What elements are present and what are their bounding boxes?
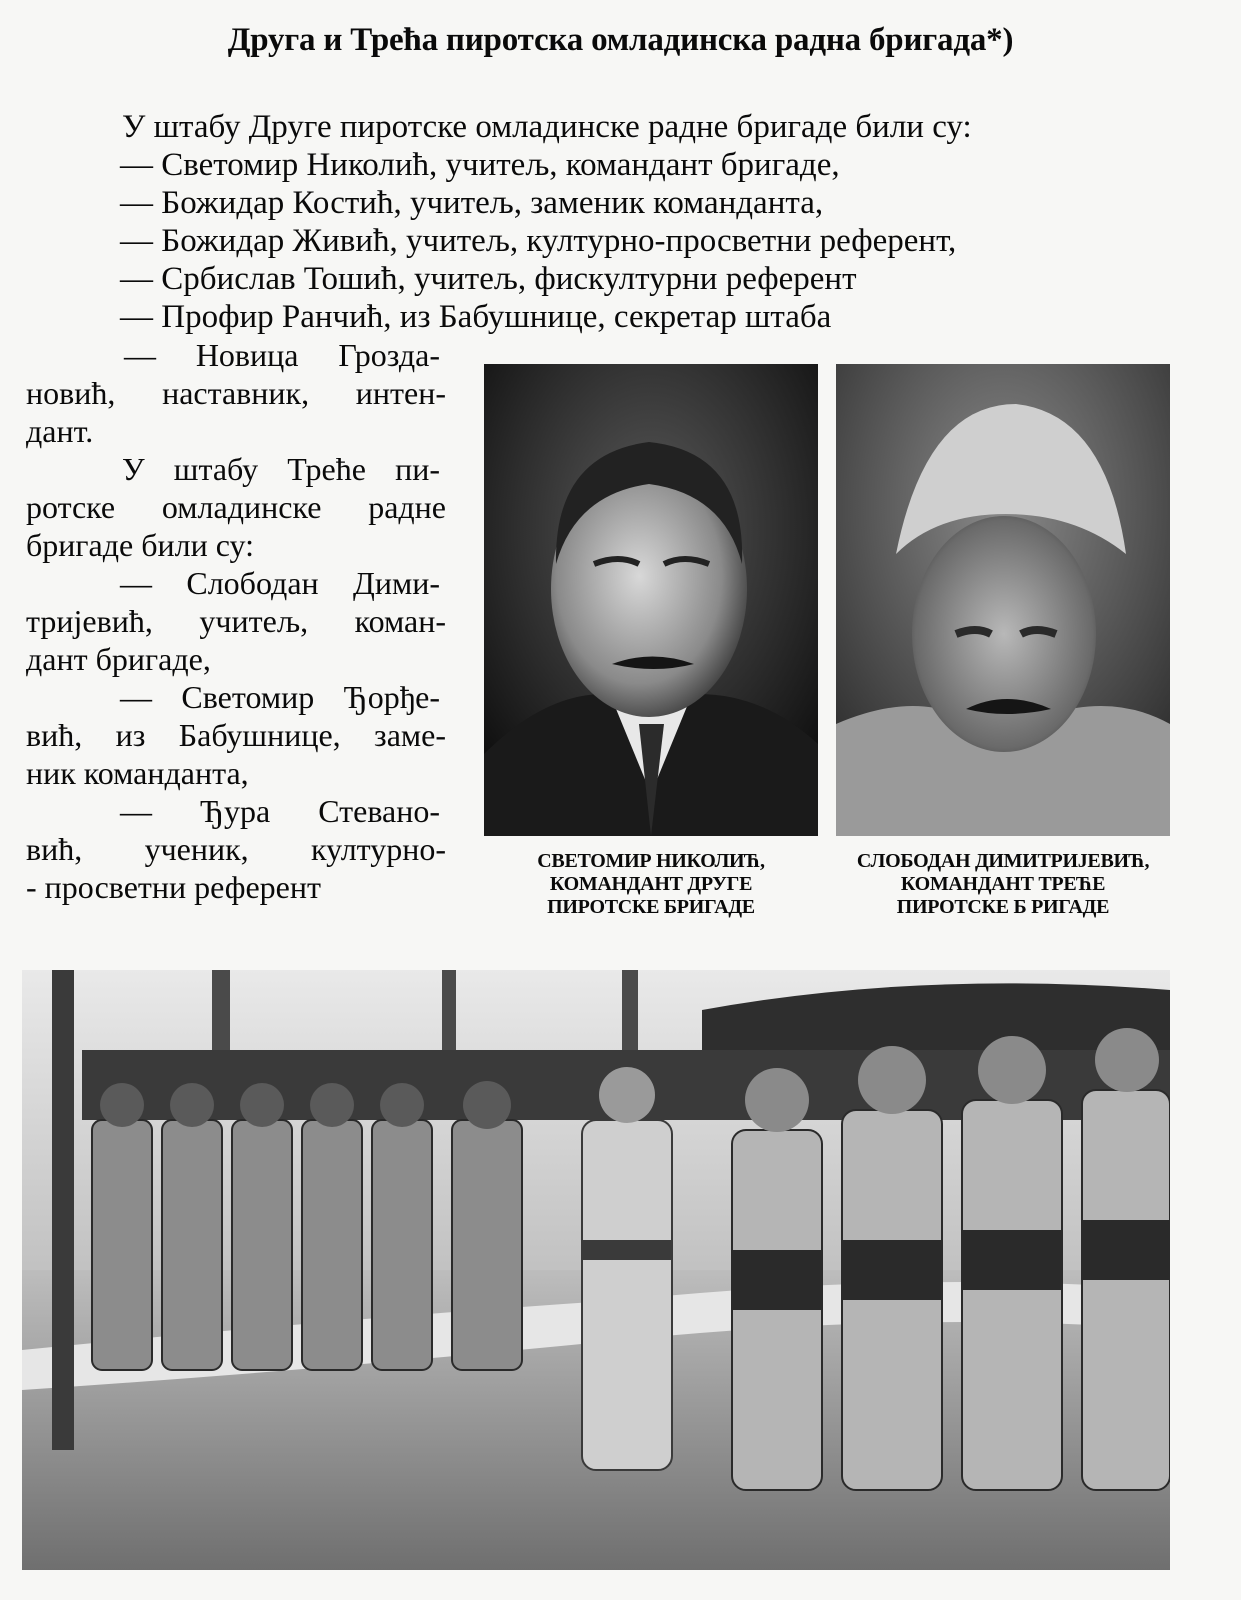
column-line: — Светомир Ђорђе-: [120, 679, 440, 715]
column-line: новић, наставник, интен-: [26, 375, 446, 411]
caption-line: СЛОБОДАН ДИМИТРИЈЕВИЋ,: [856, 850, 1150, 872]
column-line: ник команданта,: [26, 755, 249, 791]
staff-heading: У штабу Друге пиротске омладинске радне бригаде били су:: [122, 109, 972, 145]
caption-line: ПИРОТСКЕ Б РИГАДЕ: [896, 896, 1110, 918]
column-line: У штабу Треће пи-: [122, 451, 440, 487]
column-line: дант бригаде,: [26, 641, 211, 677]
staff-member: — Божидар Костић, учитељ, заменик команданта,: [120, 185, 824, 221]
column-line: - просветни референт: [26, 869, 321, 905]
column-line: ротске омладинске радне: [26, 489, 446, 525]
page-title: Друга и Трећа пиротска омладинска радна бригада*): [227, 22, 1014, 58]
column-line: вић, из Бабушнице, заме-: [26, 717, 446, 753]
column-line: дант.: [26, 413, 94, 449]
portrait-caption-right: [836, 850, 1170, 919]
column-line: тријевић, учитељ, коман-: [26, 603, 446, 639]
staff-member: — Светомир Николић, учитељ, командант бригаде,: [120, 147, 840, 183]
staff-member: — Божидар Живић, учитељ, културно-просветни референт,: [120, 223, 957, 259]
brigade-lineup-photo: [22, 970, 1170, 1570]
portrait-photo-svetomir-nikolic: [484, 364, 818, 836]
column-line: вић, ученик, културно-: [26, 831, 446, 867]
caption-line: СВЕТОМИР НИКОЛИЋ,: [537, 850, 765, 872]
caption-line: ПИРОТСКЕ БРИГАДЕ: [547, 896, 755, 918]
caption-line: КОМАНДАНТ ТРЕЋЕ: [900, 873, 1106, 895]
staff-member: — Србислав Тошић, учитељ, фискултурни референт: [120, 261, 857, 297]
column-line: — Новица Грозда-: [124, 337, 440, 373]
portrait-photo-slobodan-dimitrijevic: [836, 364, 1170, 836]
column-line: — Слободан Дими-: [120, 565, 440, 601]
column-line: — Ђура Стевано-: [120, 793, 440, 829]
portrait-caption-left: [484, 850, 818, 919]
caption-line: КОМАНДАНТ ДРУГЕ: [549, 873, 753, 895]
column-line: бригаде били су:: [26, 527, 254, 563]
staff-member: — Профир Ранчић, из Бабушнице, секретар штаба: [120, 299, 832, 335]
